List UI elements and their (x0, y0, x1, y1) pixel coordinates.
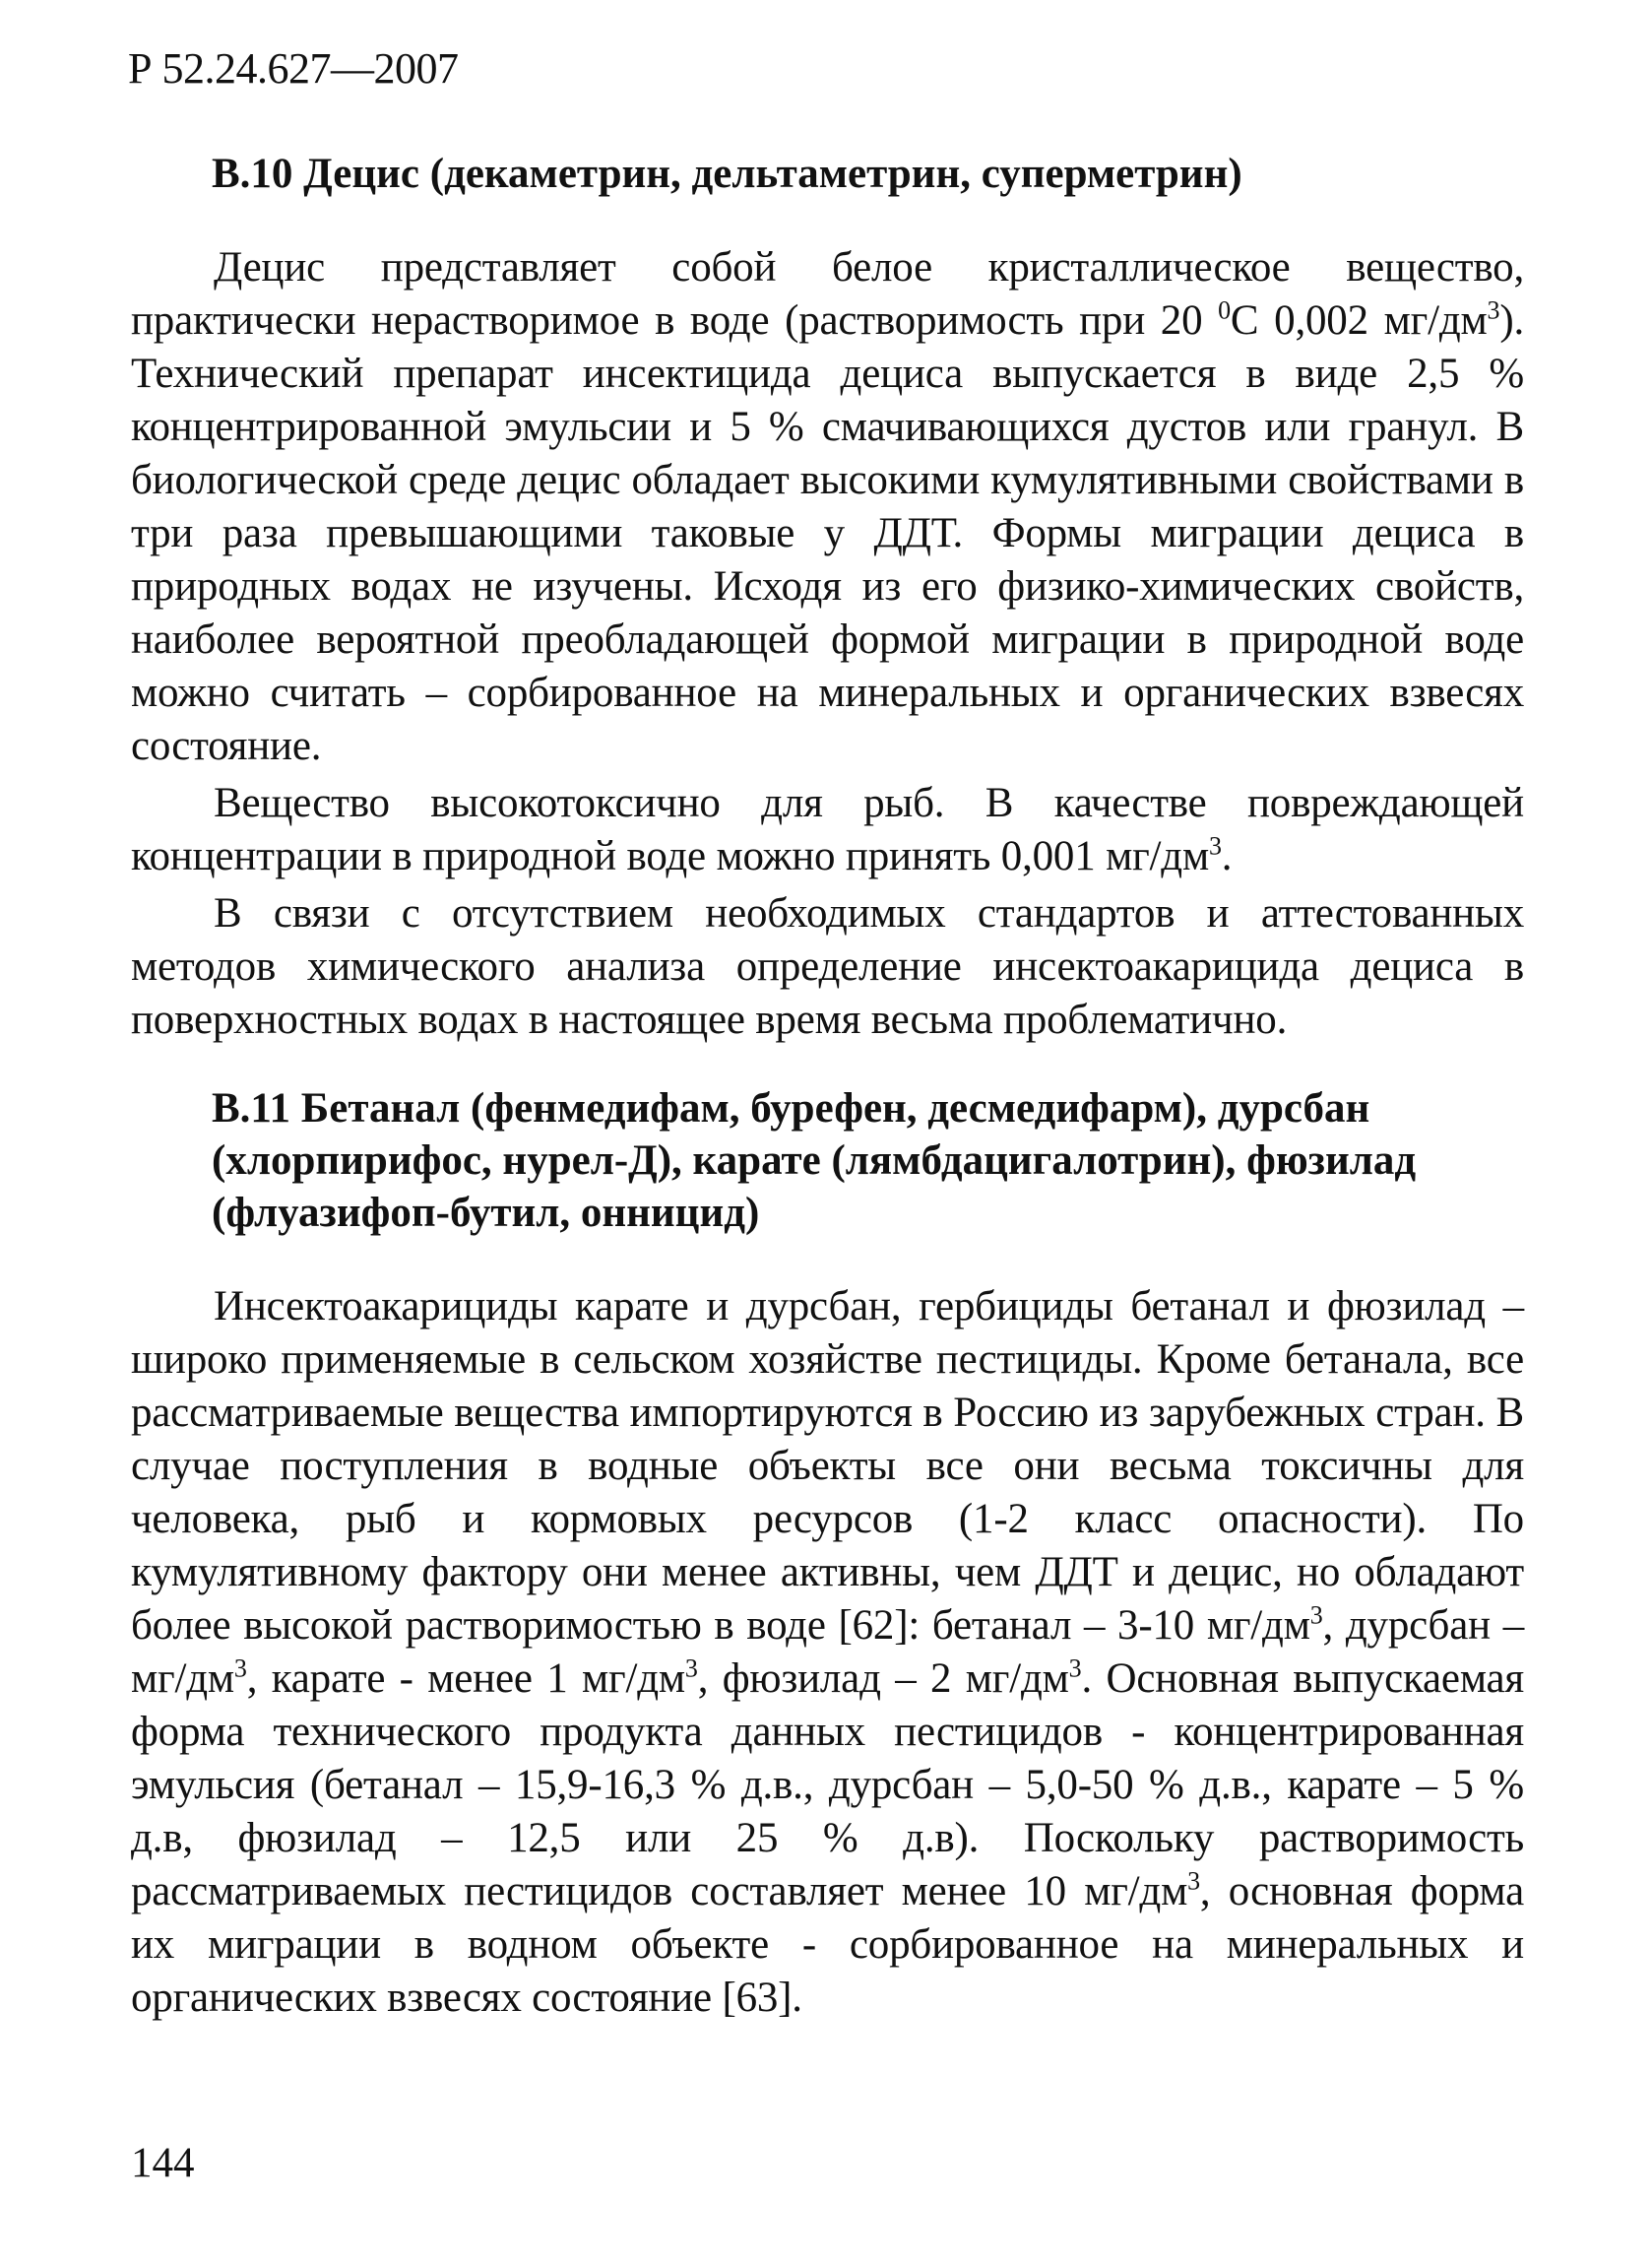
cube-superscript: 3 (1208, 831, 1222, 861)
paragraph-b11-1: Инсектоакарициды карате и дурсбан, гербициды бетанал и фюзилад – широко применяемые в сельском хозяйстве пестициды. Кроме бетанала, все рассматриваемые вещества импортируются в Россию из зарубежных стран. В случае поступления в водные объекты все они весьма токсичны для человека, рыб и кормовых ресурсов (1-2 класс опасности). По кумулятивному фактору они менее активны, чем ДДТ и децис, но обладают более высокой растворимостью в воде [62]: бетанал – 3-10 $мг/дм^3$, дурсбан – $мг/дм^3$, карате - менее 1 $мг/дм^3$, фюзилад – 2 $мг/дм^3$. Основная выпускаемая форма технического продукта данных пестицидов - концентрированная эмульсия (бетанал – 15,9-16,3 % д.в., дурсбан – 5,0-50 % д.в., карате – 5 % д.в, фюзилад – 12,5 или 25 % д.в). Поскольку растворимость рассматриваемых пестицидов составляет менее 10 $мг/дм^3$, основная форма их миграции в водном объекте - сорбированное на минеральных и органических взвесях состояние [63]. (131, 1283, 1524, 2021)
paragraph-b10-2: Вещество высокотоксично для рыб. В качестве повреждающей концентрации в природной воде можно принять 0,001 $мг/дм^3$. (131, 780, 1524, 879)
page-content (131, 148, 1524, 2029)
cube-superscript: 3 (1187, 1866, 1200, 1896)
paragraph-b10-1: Децис представляет собой белое кристаллическое вещество, практически нерастворимое в воде (растворимость при 20 $^0$С 0,002 $мг/дм^3$). Технический препарат инсектицида дециса выпускается в виде 2,5 % концентрированной эмульсии и 5 % смачивающихся дустов или гранул. В биологической среде децис обладает высокими кумулятивными свойствами в три раза превышающими таковые у ДДТ. Формы миграции дециса в природных водах не изучены. Исходя из его физико-химических свойств, наиболее вероятной преобладающей формой миграции в природной воде можно считать – сорбированное на минеральных и органических взвесях состояние. (131, 244, 1524, 769)
degree-superscript: 0 (1218, 295, 1231, 325)
cube-superscript: 3 (1309, 1600, 1323, 1630)
cube-superscript: 3 (233, 1653, 247, 1683)
cube-superscript: 3 (1487, 295, 1500, 325)
cube-superscript: 3 (684, 1653, 698, 1683)
document-code: Р 52.24.627—2007 (128, 44, 459, 93)
section-heading-b10: В.10 Децис (декаметрин, дельтаметрин, суперметрин) (212, 151, 1242, 197)
page-number: 144 (131, 2140, 195, 2186)
section-heading-b11: В.11 Бетанал (фенмедифам, бурефен, десмедифарм), дурсбан (хлорпирифос, нурел-Д), карате (лямбдацигалотрин), фюзилад (флуазифоп-бутил, онницид) (212, 1085, 1417, 1236)
paragraph-b10-3: В связи с отсутствием необходимых стандартов и аттестованных методов химического анализа определение инсектоакарицида дециса в поверхностных водах в настоящее время весьма проблематично. (131, 890, 1524, 1043)
cube-superscript: 3 (1068, 1653, 1082, 1683)
